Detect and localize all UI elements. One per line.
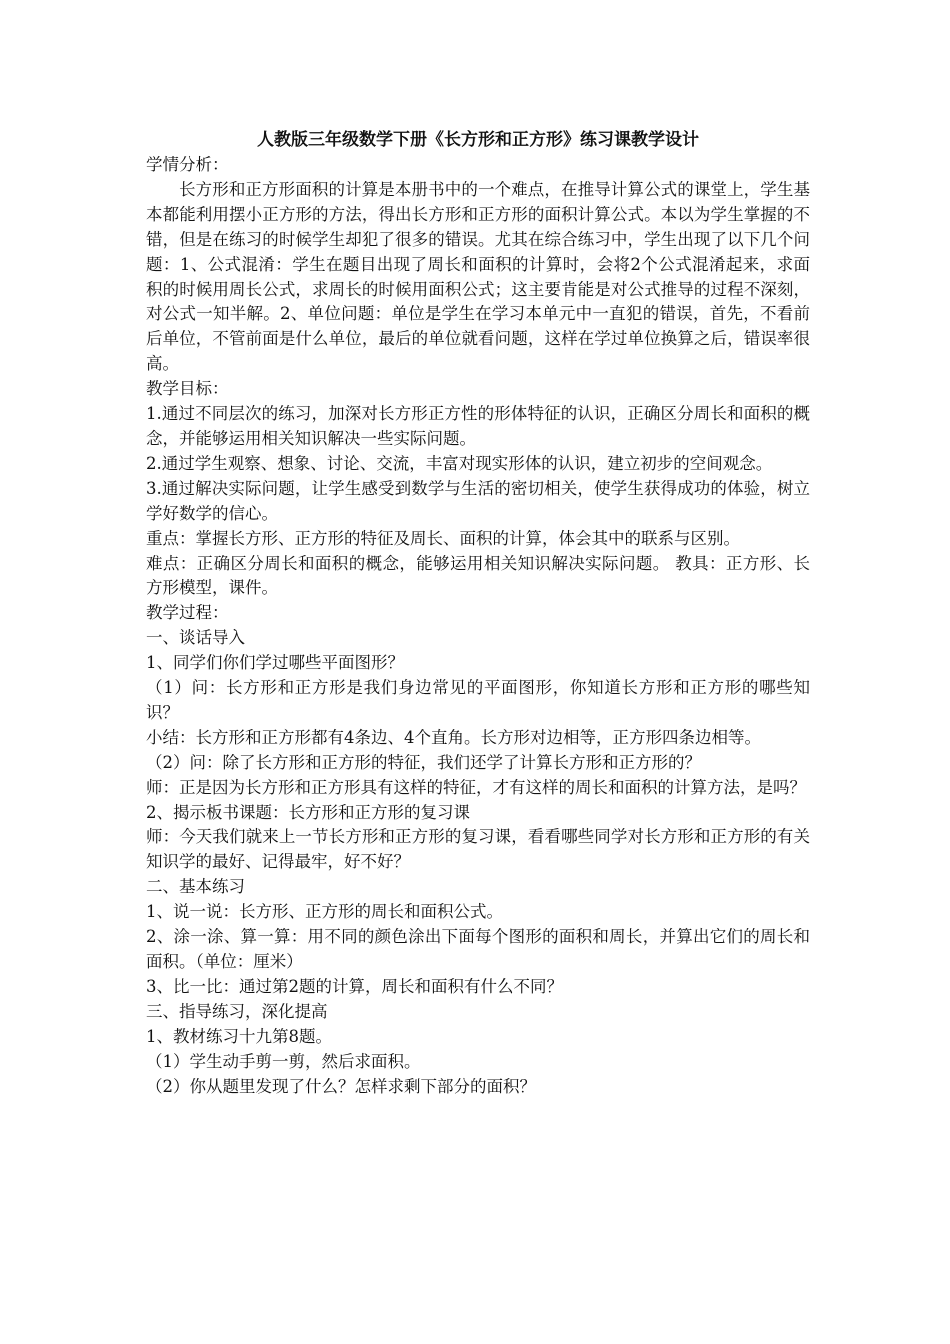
paragraph: 难点：正确区分周长和面积的概念，能够运用相关知识解决实际问题。 教具：正方形、长方形模型，课件。 xyxy=(146,553,810,598)
paragraph: 1、教材练习十九第8题。 xyxy=(146,1026,332,1046)
paragraph: 师：正是因为长方形和正方形具有这样的特征，才有这样的周长和面积的计算方法，是吗？ xyxy=(146,777,806,797)
paragraph: 学情分析： xyxy=(146,155,229,174)
paragraph: 3.通过解决实际问题，让学生感受到数学与生活的密切相关，使学生获得成功的体验，树立学好数学的信心。 xyxy=(146,478,810,523)
paragraph: 1、说一说：长方形、正方形的周长和面积公式。 xyxy=(146,902,503,922)
document-body xyxy=(146,128,810,1099)
document-title: 人教版三年级数学下册《长方形和正方形》练习课教学设计 xyxy=(257,130,699,150)
paragraph: 2、涂一涂、算一算：用不同的颜色涂出下面每个图形的面积和周长，并算出它们的周长和面积。（单位：厘米） xyxy=(146,927,810,971)
paragraph: 2.通过学生观察、想象、讨论、交流，丰富对现实形体的认识，建立初步的空间观念。 xyxy=(146,453,773,473)
paragraph: 教学过程： xyxy=(146,603,229,623)
paragraph: （2）问：除了长方形和正方形的特征，我们还学了计算长方形和正方形的？ xyxy=(146,752,701,772)
paragraph: 三、指导练习，深化提高 xyxy=(146,1001,328,1021)
paragraph: 1、同学们你们学过哪些平面图形？ xyxy=(146,653,404,673)
paragraph: 师：今天我们就来上一节长方形和正方形的复习课，看看哪些同学对长方形和正方形的有关知识学的最好、记得最牢，好不好？ xyxy=(146,827,810,872)
paragraph: （1）学生动手剪一剪，然后求面积。 xyxy=(146,1051,421,1071)
paragraph: 小结：长方形和正方形都有4条边、4个直角。长方形对边相等，正方形四条边相等。 xyxy=(146,727,761,747)
paragraph: （1）问：长方形和正方形是我们身边常见的平面图形，你知道长方形和正方形的哪些知识？ xyxy=(146,678,810,722)
paragraph: 3、比一比：通过第2题的计算，周长和面积有什么不同？ xyxy=(146,976,563,996)
paragraph: 一、谈话导入 xyxy=(146,628,245,648)
paragraph: 1.通过不同层次的练习，加深对长方形正方性的形体特征的认识，正确区分周长和面积的概念，并能够运用相关知识解决一些实际问题。 xyxy=(146,404,810,448)
paragraph: （2）你从题里发现了什么？怎样求剩下部分的面积？ xyxy=(146,1076,536,1096)
paragraph: 2、揭示板书课题：长方形和正方形的复习课 xyxy=(146,802,470,822)
paragraph: 长方形和正方形面积的计算是本册书中的一个难点，在推导计算公式的课堂上，学生基本都能利用摆小正方形的方法，得出长方形和正方形的面积计算公式。本以为学生掌握的不错，但是在练习的时候学生却犯了很多的错误。尤其在综合练习中，学生出现了以下几个问题：1、公式混淆：学生在题目出现了周长和面积的计算时，会将2个公式混淆起来，求面积的时候用周长公式，求周长的时候用面积公式；这主要肯能是对公式推导的过程不深刻，对公式一知半解。2、单位问题：单位是学生在学习本单元中一直犯的错误，首先，不看前后单位，不管前面是什么单位，最后的单位就看问题，这样在学过单位换算之后，错误率很高。 xyxy=(146,179,810,374)
paragraph-list xyxy=(146,153,810,1099)
paragraph: 二、基本练习 xyxy=(146,877,245,897)
paragraph: 重点：掌握长方形、正方形的特征及周长、面积的计算，体会其中的联系与区别。 xyxy=(146,528,740,548)
paragraph: 教学目标： xyxy=(146,379,229,399)
